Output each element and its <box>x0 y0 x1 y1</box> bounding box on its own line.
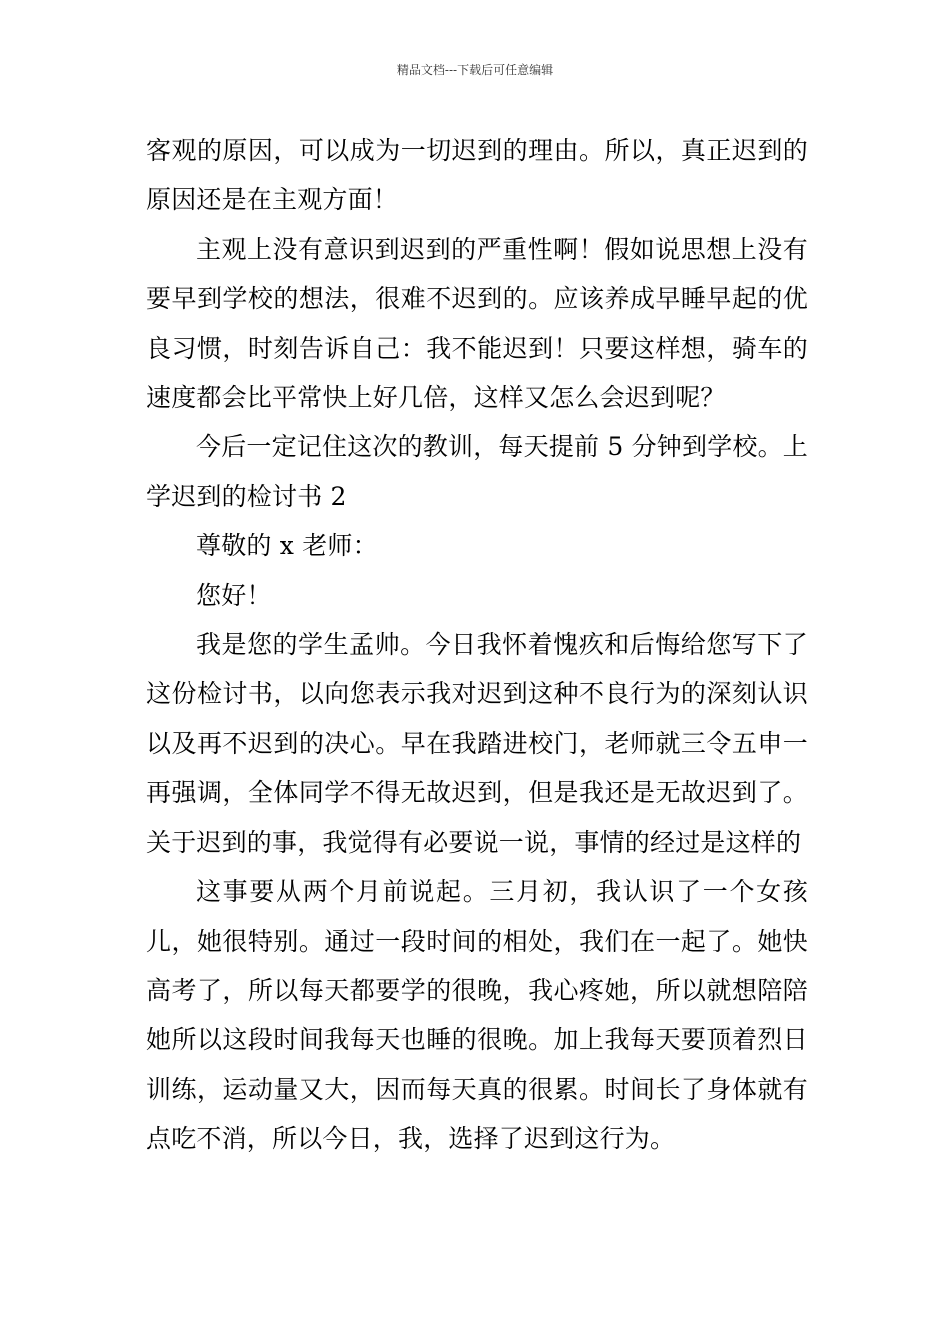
document-body <box>146 126 808 1164</box>
greeting: 您好！ <box>196 580 272 610</box>
paragraph-7: 这事要从两个月前说起。三月初，我认识了一个女孩儿，她很特别。通过一段时间的相处，我们在一起了。她快高考了，所以每天都要学的很晚，我心疼她，所以就想陪陪她所以这段时间我每天也睡的很晚。加上我每天要顶着烈日训练，运动量又大，因而每天真的很累。时间长了身体就有点吃不消，所以今日，我，选择了迟到这行为。 <box>146 877 808 1154</box>
page-header: 精品文档---下载后可任意编辑 <box>396 63 554 77</box>
paragraph-6: 我是您的学生孟帅。今日我怀着愧疚和后悔给您写下了这份检讨书，以向您表示我对迟到这种不良行为的深刻认识以及再不迟到的决心。早在我踏进校门，老师就三令五申一再强调，全体同学不得无故迟到，但是我还是无故迟到了。关于迟到的事，我觉得有必要说一说，事情的经过是这样的 <box>146 630 808 857</box>
paragraph-1: 客观的原因，可以成为一切迟到的理由。所以，真正迟到的原因还是在主观方面！ <box>146 136 808 215</box>
paragraph-2: 主观上没有意识到迟到的严重性啊！假如说思想上没有要早到学校的想法，很难不迟到的。应该养成早睡早起的优良习惯，时刻告诉自己：我不能迟到！只要这样想，骑车的速度都会比平常快上好几倍，这样又怎么会迟到呢？ <box>146 234 808 413</box>
salutation: 尊敬的 x 老师： <box>196 531 378 561</box>
paragraph-3: 今后一定记住这次的教训，每天提前 5 分钟到学校。上学迟到的检讨书 2 <box>146 432 809 511</box>
